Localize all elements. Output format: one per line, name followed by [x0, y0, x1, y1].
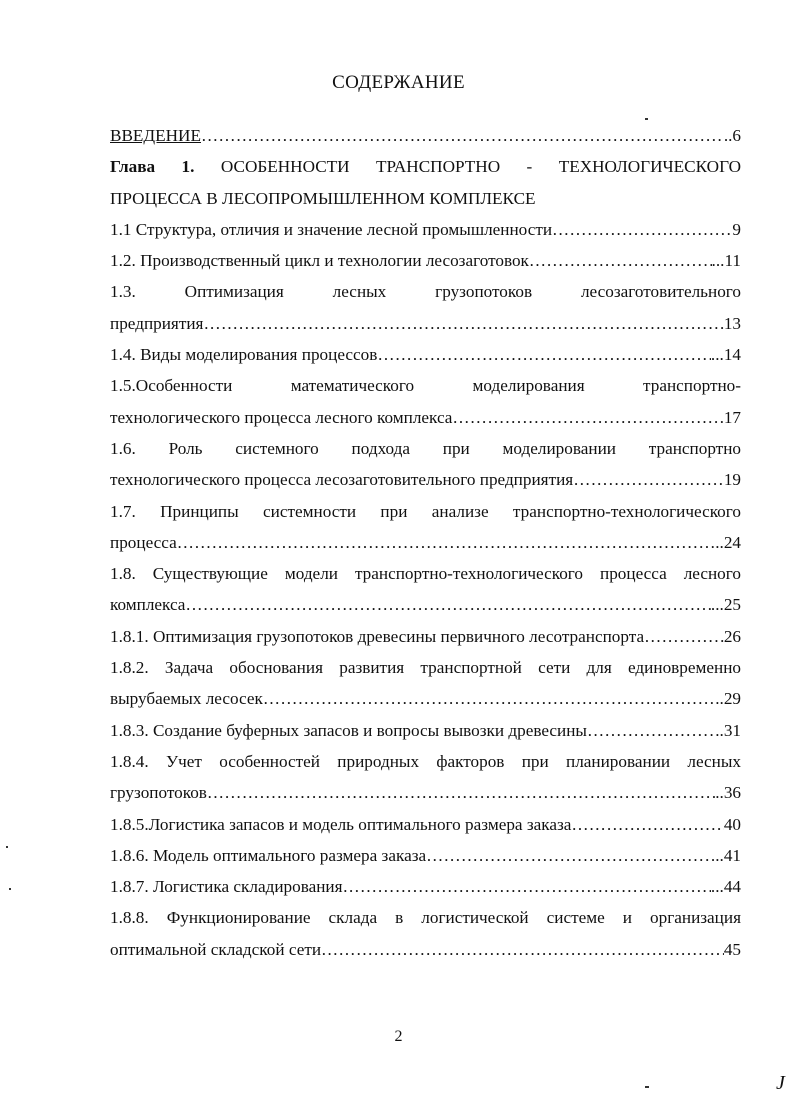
- toc-entry[interactable]: [110, 934, 741, 965]
- toc-entry[interactable]: [110, 527, 741, 558]
- leader-dots: [203, 308, 723, 339]
- toc-entry-line-1[interactable]: 1.3. Оптимизация лесных грузопотоков лесозаготовительного: [110, 282, 741, 302]
- toc-page-number: ..29: [715, 689, 741, 709]
- leader-dots: [529, 245, 712, 276]
- toc-entry[interactable]: [110, 871, 741, 902]
- toc-entry-label: процесса: [110, 532, 177, 552]
- toc-entry-label: оптимальной складской сети: [110, 939, 322, 959]
- leader-dots: [426, 840, 711, 871]
- toc-entry[interactable]: [110, 339, 741, 370]
- toc-entry-line-1[interactable]: 1.8.4. Учет особенностей природных факторов при планировании лесных: [110, 751, 741, 771]
- toc-entry[interactable]: [110, 840, 741, 871]
- corner-mark: J: [776, 1072, 785, 1094]
- chapter-heading-line-2: ПРОЦЕССА В ЛЕСОПРОМЫШЛЕННОМ КОМПЛЕКСЕ: [110, 188, 536, 208]
- toc-entry-line-1[interactable]: 1.7. Принципы системности при анализе транспортно-технологического: [110, 501, 741, 521]
- toc-page-number: ..36: [715, 783, 741, 803]
- toc-page-number: 9: [732, 219, 741, 239]
- toc-page-number: 40: [723, 814, 741, 834]
- toc-page-number: ...44: [710, 877, 741, 897]
- toc-entry[interactable]: [110, 464, 741, 495]
- toc-page-number: ...25: [710, 595, 741, 615]
- toc-entry[interactable]: [110, 683, 741, 714]
- toc-entry-line-1[interactable]: 1.6. Роль системного подхода при моделировании транспортно: [110, 438, 741, 458]
- toc-page-number: 13: [723, 313, 741, 333]
- table-of-contents: [110, 120, 741, 965]
- leader-dots: [644, 621, 724, 652]
- toc-entry[interactable]: [110, 589, 741, 620]
- toc-entry-introduction[interactable]: [110, 120, 741, 151]
- toc-entry-label: 1.4. Виды моделирования процессов: [110, 345, 378, 365]
- toc-page-number: ..31: [715, 720, 741, 740]
- chapter-heading-line-1: [110, 151, 741, 182]
- toc-page-number: 45: [723, 939, 741, 959]
- toc-entry-label: 1.8.3. Создание буферных запасов и вопросы вывозки древесины: [110, 720, 587, 740]
- toc-page-number: ...41: [710, 845, 741, 865]
- scan-speck: [9, 888, 11, 890]
- scan-speck: [645, 1086, 649, 1088]
- toc-entry-label: 1.2. Производственный цикл и технологии лесозаготовок: [110, 251, 529, 271]
- toc-entry-line-1[interactable]: 1.8.8. Функционирование склада в логистической системе и организация: [110, 908, 741, 928]
- toc-entry-label: технологического процесса лесного комплекса: [110, 407, 453, 427]
- toc-entry[interactable]: [110, 245, 741, 276]
- toc-entry-label: предприятия: [110, 313, 204, 333]
- chapter-title-part-1: ОСОБЕННОСТИ ТРАНСПОРТНО - ТЕХНОЛОГИЧЕСКОГО: [220, 157, 741, 177]
- toc-page-number: ..24: [715, 532, 741, 552]
- leader-dots: [201, 120, 724, 151]
- toc-entry-label: 1.8.6. Модель оптимального размера заказа: [110, 845, 427, 865]
- leader-dots: [263, 683, 715, 714]
- toc-entry-label: 1.8.5.Логистика запасов и модель оптимального размера заказа: [110, 814, 572, 834]
- toc-page-number: 26: [723, 626, 741, 646]
- toc-entry[interactable]: [110, 621, 741, 652]
- scan-speck: [645, 118, 648, 120]
- scan-speck: [6, 846, 8, 848]
- toc-entry-label: ВВЕДЕНИЕ: [110, 126, 201, 145]
- toc-title: СОДЕРЖАНИЕ: [332, 72, 465, 93]
- toc-entry-line-1[interactable]: 1.8.2. Задача обоснования развития транспортной сети для единовременно: [110, 658, 741, 678]
- toc-entry[interactable]: [110, 777, 741, 808]
- toc-entry-label: 1.1 Структура, отличия и значение лесной промышленности: [110, 219, 553, 239]
- toc-page-number: 19: [723, 470, 741, 490]
- toc-page-number: ...11: [711, 251, 741, 271]
- toc-entry-label: грузопотоков: [110, 783, 207, 803]
- page-number: 2: [394, 1028, 403, 1045]
- leader-dots: [573, 464, 724, 495]
- toc-entry-label: 1.8.7. Логистика складирования: [110, 877, 343, 897]
- toc-entry-line-1[interactable]: 1.5.Особенности математического моделирования транспортно-: [110, 376, 741, 396]
- leader-dots: [321, 934, 724, 965]
- toc-page-number: 17: [723, 407, 741, 427]
- toc-entry[interactable]: [110, 715, 741, 746]
- leader-dots: [377, 339, 711, 370]
- leader-dots: [452, 402, 723, 433]
- toc-page-number: ..6: [723, 126, 741, 145]
- toc-entry[interactable]: [110, 214, 741, 245]
- toc-entry[interactable]: [110, 402, 741, 433]
- toc-entry[interactable]: [110, 809, 741, 840]
- leader-dots: [343, 871, 711, 902]
- leader-dots: [207, 777, 715, 808]
- leader-dots: [571, 809, 723, 840]
- toc-entry-label: комплекса: [110, 595, 186, 615]
- chapter-prefix: Глава 1.: [110, 157, 195, 177]
- leader-dots: [552, 214, 732, 245]
- toc-entry-label: вырубаемых лесосек: [110, 689, 263, 709]
- toc-page-number: ...14: [710, 345, 741, 365]
- leader-dots: [587, 715, 715, 746]
- toc-entry-line-1[interactable]: 1.8. Существующие модели транспортно-технологического процесса лесного: [110, 564, 741, 584]
- toc-entry-label: технологического процесса лесозаготовительного предприятия: [110, 470, 574, 490]
- toc-entry-label: 1.8.1. Оптимизация грузопотоков древесины первичного лесотранспорта: [110, 626, 645, 646]
- leader-dots: [185, 589, 711, 620]
- leader-dots: [177, 527, 715, 558]
- toc-entry[interactable]: [110, 308, 741, 339]
